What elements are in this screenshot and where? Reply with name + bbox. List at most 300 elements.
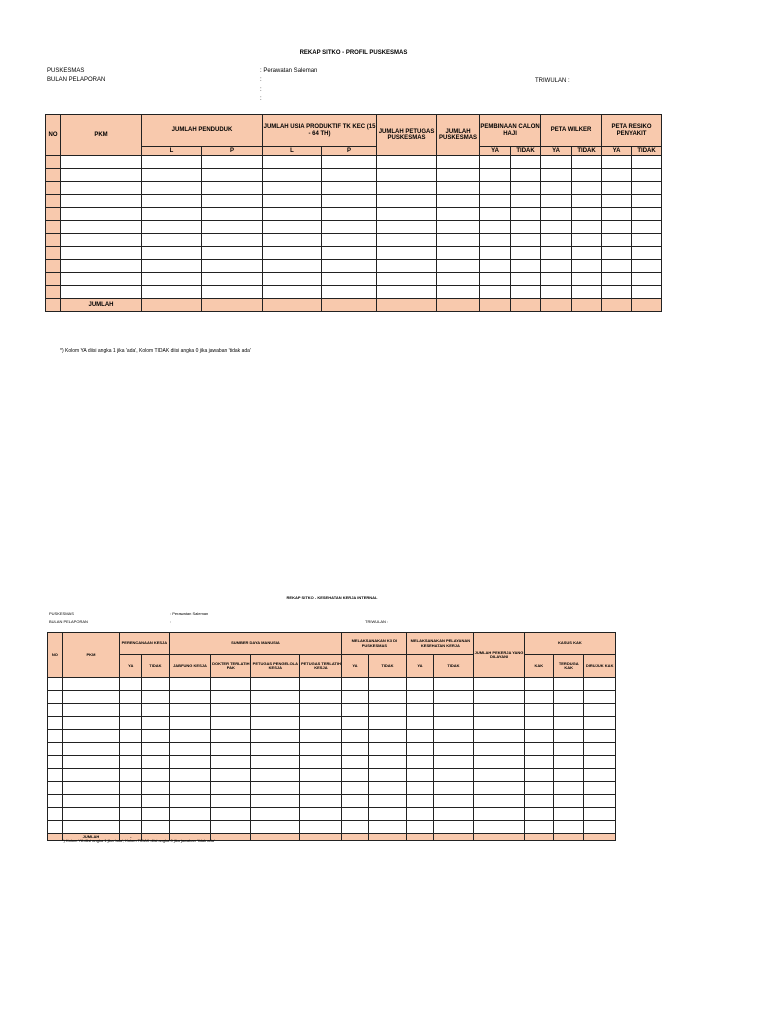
table-cell[interactable] (48, 691, 63, 704)
table-cell[interactable] (368, 704, 407, 717)
table-cell[interactable] (142, 156, 202, 169)
table-cell[interactable] (322, 169, 377, 182)
table-cell[interactable] (142, 273, 202, 286)
table-cell[interactable] (554, 756, 584, 769)
table-cell[interactable] (632, 286, 662, 299)
table-cell[interactable] (541, 208, 572, 221)
table-cell[interactable] (211, 743, 251, 756)
table-cell[interactable] (202, 221, 263, 234)
table-cell[interactable] (142, 808, 169, 821)
table-cell[interactable] (263, 286, 322, 299)
table-cell[interactable] (524, 821, 553, 834)
table-cell[interactable] (407, 691, 433, 704)
table-cell[interactable] (437, 260, 480, 273)
table-cell[interactable] (602, 169, 632, 182)
table-cell[interactable] (46, 221, 61, 234)
table-cell[interactable] (368, 730, 407, 743)
table-cell[interactable] (407, 717, 433, 730)
table-cell[interactable] (46, 286, 61, 299)
table-cell[interactable] (142, 743, 169, 756)
table-cell[interactable] (142, 821, 169, 834)
table-cell[interactable] (433, 782, 474, 795)
table-cell[interactable] (169, 769, 211, 782)
table-cell[interactable] (46, 247, 61, 260)
table-cell[interactable] (368, 769, 407, 782)
table-cell[interactable] (368, 821, 407, 834)
table-cell[interactable] (368, 717, 407, 730)
table-cell[interactable] (263, 169, 322, 182)
table-cell[interactable] (202, 260, 263, 273)
table-cell[interactable] (202, 195, 263, 208)
table-cell[interactable] (554, 691, 584, 704)
table-cell[interactable] (251, 769, 300, 782)
table-cell[interactable] (300, 782, 342, 795)
table-cell[interactable] (511, 195, 541, 208)
table-cell[interactable] (202, 234, 263, 247)
table-cell[interactable] (377, 208, 437, 221)
table-cell[interactable] (169, 795, 211, 808)
table-cell[interactable] (251, 691, 300, 704)
table-cell[interactable] (433, 756, 474, 769)
table-cell[interactable] (480, 156, 511, 169)
table-cell[interactable] (368, 782, 407, 795)
table-cell[interactable] (433, 821, 474, 834)
table-cell[interactable] (263, 208, 322, 221)
table-cell[interactable] (584, 704, 616, 717)
table-cell[interactable] (342, 730, 368, 743)
table-cell[interactable] (524, 678, 553, 691)
table-cell[interactable] (480, 182, 511, 195)
table-cell[interactable] (251, 795, 300, 808)
table-cell[interactable] (342, 769, 368, 782)
table-cell[interactable] (169, 730, 211, 743)
table-cell[interactable] (48, 808, 63, 821)
table-cell[interactable] (572, 208, 602, 221)
table-cell[interactable] (368, 756, 407, 769)
table-cell[interactable] (322, 234, 377, 247)
table-cell[interactable] (211, 769, 251, 782)
table-cell[interactable] (342, 808, 368, 821)
table-cell[interactable] (61, 260, 142, 273)
table-cell[interactable] (407, 782, 433, 795)
table-cell[interactable] (541, 221, 572, 234)
table-cell[interactable] (62, 769, 120, 782)
table-cell[interactable] (251, 821, 300, 834)
table-cell[interactable] (584, 678, 616, 691)
table-cell[interactable] (46, 273, 61, 286)
table-cell[interactable] (524, 769, 553, 782)
table-cell[interactable] (602, 182, 632, 195)
table-cell[interactable] (169, 808, 211, 821)
table-cell[interactable] (300, 678, 342, 691)
table-cell[interactable] (300, 821, 342, 834)
table-cell[interactable] (602, 208, 632, 221)
table-cell[interactable] (377, 169, 437, 182)
table-cell[interactable] (474, 756, 524, 769)
table-cell[interactable] (169, 756, 211, 769)
table-cell[interactable] (602, 286, 632, 299)
table-cell[interactable] (48, 717, 63, 730)
table-cell[interactable] (437, 247, 480, 260)
table-cell[interactable] (202, 273, 263, 286)
table-cell[interactable] (433, 743, 474, 756)
table-cell[interactable] (342, 821, 368, 834)
table-cell[interactable] (120, 730, 142, 743)
table-cell[interactable] (572, 234, 602, 247)
table-cell[interactable] (584, 717, 616, 730)
table-cell[interactable] (61, 195, 142, 208)
table-cell[interactable] (300, 808, 342, 821)
table-cell[interactable] (602, 273, 632, 286)
table-cell[interactable] (554, 743, 584, 756)
table-cell[interactable] (142, 182, 202, 195)
table-cell[interactable] (377, 156, 437, 169)
table-cell[interactable] (554, 808, 584, 821)
table-cell[interactable] (202, 208, 263, 221)
table-cell[interactable] (541, 182, 572, 195)
table-cell[interactable] (251, 782, 300, 795)
table-cell[interactable] (480, 234, 511, 247)
table-cell[interactable] (524, 795, 553, 808)
table-cell[interactable] (437, 221, 480, 234)
table-cell[interactable] (169, 691, 211, 704)
table-cell[interactable] (524, 743, 553, 756)
table-cell[interactable] (377, 221, 437, 234)
table-cell[interactable] (368, 743, 407, 756)
table-cell[interactable] (48, 821, 63, 834)
table-cell[interactable] (120, 769, 142, 782)
table-cell[interactable] (572, 286, 602, 299)
table-cell[interactable] (554, 717, 584, 730)
table-cell[interactable] (61, 221, 142, 234)
table-cell[interactable] (211, 782, 251, 795)
table-cell[interactable] (433, 678, 474, 691)
table-cell[interactable] (541, 234, 572, 247)
table-cell[interactable] (342, 704, 368, 717)
table-cell[interactable] (511, 286, 541, 299)
table-cell[interactable] (142, 782, 169, 795)
table-cell[interactable] (437, 208, 480, 221)
table-cell[interactable] (602, 195, 632, 208)
table-cell[interactable] (48, 678, 63, 691)
table-cell[interactable] (377, 234, 437, 247)
table-cell[interactable] (62, 782, 120, 795)
table-cell[interactable] (46, 195, 61, 208)
table-cell[interactable] (407, 808, 433, 821)
table-cell[interactable] (511, 234, 541, 247)
table-cell[interactable] (602, 221, 632, 234)
table-cell[interactable] (263, 156, 322, 169)
table-cell[interactable] (169, 678, 211, 691)
table-cell[interactable] (46, 260, 61, 273)
table-cell[interactable] (584, 730, 616, 743)
table-cell[interactable] (211, 756, 251, 769)
table-cell[interactable] (572, 182, 602, 195)
table-cell[interactable] (433, 691, 474, 704)
table-cell[interactable] (142, 795, 169, 808)
table-cell[interactable] (211, 795, 251, 808)
table-cell[interactable] (480, 247, 511, 260)
table-cell[interactable] (474, 730, 524, 743)
table-cell[interactable] (377, 182, 437, 195)
table-cell[interactable] (120, 782, 142, 795)
table-cell[interactable] (480, 286, 511, 299)
table-cell[interactable] (632, 273, 662, 286)
table-cell[interactable] (120, 704, 142, 717)
table-cell[interactable] (211, 717, 251, 730)
table-cell[interactable] (142, 260, 202, 273)
table-cell[interactable] (433, 795, 474, 808)
table-cell[interactable] (541, 273, 572, 286)
table-cell[interactable] (202, 286, 263, 299)
table-cell[interactable] (251, 717, 300, 730)
table-cell[interactable] (142, 286, 202, 299)
table-cell[interactable] (572, 169, 602, 182)
table-cell[interactable] (300, 704, 342, 717)
table-cell[interactable] (120, 756, 142, 769)
table-cell[interactable] (368, 795, 407, 808)
table-cell[interactable] (211, 808, 251, 821)
table-cell[interactable] (554, 730, 584, 743)
table-cell[interactable] (48, 795, 63, 808)
table-cell[interactable] (584, 769, 616, 782)
table-cell[interactable] (342, 691, 368, 704)
table-cell[interactable] (433, 808, 474, 821)
table-cell[interactable] (251, 678, 300, 691)
table-cell[interactable] (632, 221, 662, 234)
table-cell[interactable] (511, 221, 541, 234)
table-cell[interactable] (437, 286, 480, 299)
table-cell[interactable] (480, 208, 511, 221)
table-cell[interactable] (474, 795, 524, 808)
table-cell[interactable] (142, 730, 169, 743)
table-cell[interactable] (524, 717, 553, 730)
table-cell[interactable] (62, 717, 120, 730)
table-cell[interactable] (511, 247, 541, 260)
table-cell[interactable] (572, 195, 602, 208)
table-cell[interactable] (342, 743, 368, 756)
table-cell[interactable] (377, 273, 437, 286)
table-cell[interactable] (524, 704, 553, 717)
table-cell[interactable] (48, 704, 63, 717)
table-cell[interactable] (480, 169, 511, 182)
table-cell[interactable] (584, 808, 616, 821)
table-cell[interactable] (202, 156, 263, 169)
table-cell[interactable] (554, 704, 584, 717)
table-cell[interactable] (46, 234, 61, 247)
table-cell[interactable] (474, 769, 524, 782)
table-cell[interactable] (584, 782, 616, 795)
table-cell[interactable] (202, 169, 263, 182)
table-cell[interactable] (142, 195, 202, 208)
table-cell[interactable] (48, 730, 63, 743)
table-cell[interactable] (377, 195, 437, 208)
table-cell[interactable] (511, 169, 541, 182)
table-cell[interactable] (572, 273, 602, 286)
table-cell[interactable] (632, 260, 662, 273)
table-cell[interactable] (263, 221, 322, 234)
table-cell[interactable] (584, 821, 616, 834)
table-cell[interactable] (524, 808, 553, 821)
table-cell[interactable] (61, 273, 142, 286)
table-cell[interactable] (407, 795, 433, 808)
table-cell[interactable] (480, 260, 511, 273)
table-cell[interactable] (142, 756, 169, 769)
table-cell[interactable] (632, 247, 662, 260)
table-cell[interactable] (437, 273, 480, 286)
table-cell[interactable] (474, 691, 524, 704)
table-cell[interactable] (584, 691, 616, 704)
table-cell[interactable] (632, 169, 662, 182)
table-cell[interactable] (120, 678, 142, 691)
table-cell[interactable] (46, 156, 61, 169)
table-cell[interactable] (142, 221, 202, 234)
table-cell[interactable] (437, 182, 480, 195)
table-cell[interactable] (541, 195, 572, 208)
table-cell[interactable] (437, 195, 480, 208)
table-cell[interactable] (142, 234, 202, 247)
table-cell[interactable] (524, 756, 553, 769)
table-cell[interactable] (437, 169, 480, 182)
table-cell[interactable] (524, 782, 553, 795)
table-cell[interactable] (572, 221, 602, 234)
table-cell[interactable] (480, 221, 511, 234)
table-cell[interactable] (433, 717, 474, 730)
table-cell[interactable] (61, 169, 142, 182)
table-cell[interactable] (584, 795, 616, 808)
table-cell[interactable] (541, 247, 572, 260)
table-cell[interactable] (474, 678, 524, 691)
table-cell[interactable] (322, 286, 377, 299)
table-cell[interactable] (474, 821, 524, 834)
table-cell[interactable] (433, 769, 474, 782)
table-cell[interactable] (632, 234, 662, 247)
table-cell[interactable] (300, 769, 342, 782)
table-cell[interactable] (322, 221, 377, 234)
table-cell[interactable] (602, 247, 632, 260)
table-cell[interactable] (300, 795, 342, 808)
table-cell[interactable] (263, 260, 322, 273)
table-cell[interactable] (142, 717, 169, 730)
table-cell[interactable] (251, 743, 300, 756)
table-cell[interactable] (61, 286, 142, 299)
table-cell[interactable] (61, 234, 142, 247)
table-cell[interactable] (169, 743, 211, 756)
table-cell[interactable] (211, 730, 251, 743)
table-cell[interactable] (120, 795, 142, 808)
table-cell[interactable] (202, 182, 263, 195)
table-cell[interactable] (584, 743, 616, 756)
table-cell[interactable] (511, 260, 541, 273)
table-cell[interactable] (632, 195, 662, 208)
table-cell[interactable] (474, 782, 524, 795)
table-cell[interactable] (368, 691, 407, 704)
table-cell[interactable] (300, 743, 342, 756)
table-cell[interactable] (541, 260, 572, 273)
table-cell[interactable] (61, 247, 142, 260)
table-cell[interactable] (554, 678, 584, 691)
table-cell[interactable] (120, 743, 142, 756)
table-cell[interactable] (437, 156, 480, 169)
table-cell[interactable] (407, 704, 433, 717)
table-cell[interactable] (342, 678, 368, 691)
table-cell[interactable] (524, 730, 553, 743)
table-cell[interactable] (322, 260, 377, 273)
table-cell[interactable] (511, 208, 541, 221)
table-cell[interactable] (554, 795, 584, 808)
table-cell[interactable] (632, 208, 662, 221)
table-cell[interactable] (572, 156, 602, 169)
table-cell[interactable] (62, 743, 120, 756)
table-cell[interactable] (169, 821, 211, 834)
table-cell[interactable] (202, 247, 263, 260)
table-cell[interactable] (572, 247, 602, 260)
table-cell[interactable] (322, 182, 377, 195)
table-cell[interactable] (211, 691, 251, 704)
table-cell[interactable] (263, 247, 322, 260)
table-cell[interactable] (541, 156, 572, 169)
table-cell[interactable] (511, 182, 541, 195)
table-cell[interactable] (602, 234, 632, 247)
table-cell[interactable] (62, 730, 120, 743)
table-cell[interactable] (169, 717, 211, 730)
table-cell[interactable] (342, 782, 368, 795)
table-cell[interactable] (142, 769, 169, 782)
table-cell[interactable] (377, 247, 437, 260)
table-cell[interactable] (62, 821, 120, 834)
table-cell[interactable] (572, 260, 602, 273)
table-cell[interactable] (48, 743, 63, 756)
table-cell[interactable] (120, 808, 142, 821)
table-cell[interactable] (480, 273, 511, 286)
table-cell[interactable] (46, 208, 61, 221)
table-cell[interactable] (142, 169, 202, 182)
table-cell[interactable] (480, 195, 511, 208)
table-cell[interactable] (142, 704, 169, 717)
table-cell[interactable] (120, 691, 142, 704)
table-cell[interactable] (62, 808, 120, 821)
table-cell[interactable] (554, 821, 584, 834)
table-cell[interactable] (251, 730, 300, 743)
table-cell[interactable] (554, 782, 584, 795)
table-cell[interactable] (61, 156, 142, 169)
table-cell[interactable] (511, 156, 541, 169)
table-cell[interactable] (120, 717, 142, 730)
table-cell[interactable] (251, 756, 300, 769)
table-cell[interactable] (61, 182, 142, 195)
table-cell[interactable] (368, 808, 407, 821)
table-cell[interactable] (524, 691, 553, 704)
table-cell[interactable] (433, 704, 474, 717)
table-cell[interactable] (263, 234, 322, 247)
table-cell[interactable] (48, 756, 63, 769)
table-cell[interactable] (322, 156, 377, 169)
table-cell[interactable] (62, 704, 120, 717)
table-cell[interactable] (342, 756, 368, 769)
table-cell[interactable] (61, 208, 142, 221)
table-cell[interactable] (632, 182, 662, 195)
table-cell[interactable] (46, 182, 61, 195)
table-cell[interactable] (62, 756, 120, 769)
table-cell[interactable] (407, 730, 433, 743)
table-cell[interactable] (263, 182, 322, 195)
table-cell[interactable] (300, 717, 342, 730)
table-cell[interactable] (407, 678, 433, 691)
table-cell[interactable] (62, 691, 120, 704)
table-cell[interactable] (211, 821, 251, 834)
table-cell[interactable] (407, 821, 433, 834)
table-cell[interactable] (300, 756, 342, 769)
